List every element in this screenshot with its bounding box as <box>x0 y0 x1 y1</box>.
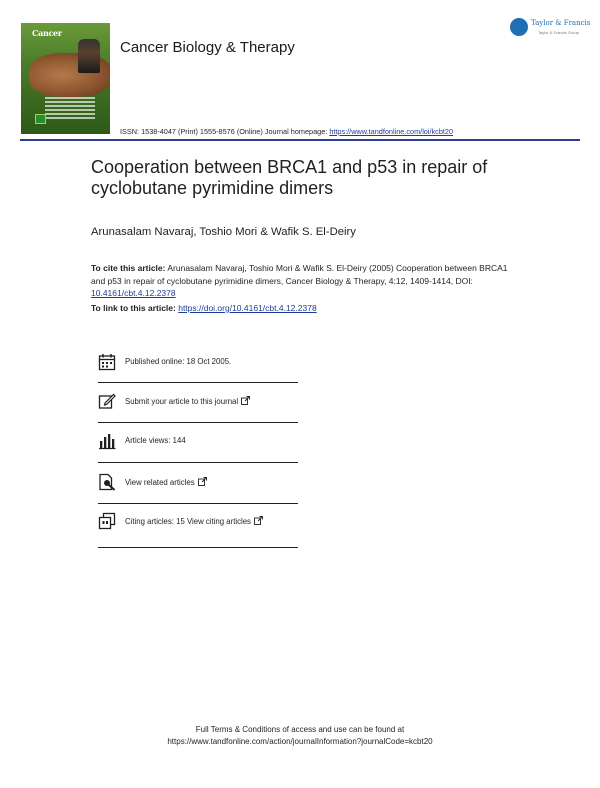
article-title: Cooperation between BRCA1 and p53 in repair of cyclobutane pyrimidine dimers <box>91 157 488 198</box>
article-views: Article views: 144 <box>125 436 186 445</box>
citation-doi-link[interactable]: 10.4161/cbt.4.12.2378 <box>91 288 176 298</box>
citations-icon <box>98 512 116 530</box>
cover-title: Cancer <box>32 28 62 38</box>
related-articles-label: View related articles <box>125 478 195 487</box>
calendar-icon <box>98 353 116 371</box>
cover-badge <box>35 114 46 124</box>
submit-article-label: Submit your article to this journal <box>125 397 239 406</box>
row-divider <box>98 547 298 548</box>
citing-articles-label: Citing articles: 15 View citing articles <box>125 517 251 526</box>
publisher-logo-text: Taylor & Francis <box>531 19 591 27</box>
footer <box>0 724 600 748</box>
row-divider <box>98 422 298 423</box>
external-link-icon <box>241 396 250 405</box>
footer-terms-link[interactable]: https://www.tandfonline.com/action/journalInformation?journalCode=kcbt20 <box>167 737 433 746</box>
external-link-icon <box>198 477 207 486</box>
bar-chart-icon <box>98 432 116 450</box>
submit-article-link[interactable] <box>125 396 250 406</box>
citing-articles-link[interactable] <box>125 516 263 526</box>
issn-text: ISSN: 1538-4047 (Print) 1555-8576 (Online) Journal homepage: <box>120 127 330 136</box>
external-link-icon <box>254 516 263 525</box>
citation-label: To cite this article: <box>91 263 166 273</box>
cover-text-lines <box>45 95 95 121</box>
article-authors: Arunasalam Navaraj, Toshio Mori & Wafik S. El-Deiry <box>91 226 356 238</box>
article-doi-link[interactable]: https://doi.org/10.4161/cbt.4.12.2378 <box>178 303 317 313</box>
publisher-logo-subtext: Taylor & Francis Group <box>538 30 579 35</box>
footer-terms-text: Full Terms & Conditions of access and use can be found at <box>195 725 405 734</box>
header-divider <box>20 139 580 141</box>
search-document-icon <box>98 473 116 491</box>
issn-line <box>120 127 453 136</box>
related-articles-link[interactable] <box>125 477 207 487</box>
published-date: Published online: 18 Oct 2005. <box>125 357 232 366</box>
journal-cover-image <box>21 23 110 134</box>
publisher-logo[interactable] <box>510 17 591 41</box>
row-divider <box>98 503 298 504</box>
citation-block <box>91 262 511 300</box>
article-link-line <box>91 303 317 313</box>
journal-homepage-link[interactable]: https://www.tandfonline.com/loi/kcbt20 <box>329 127 454 136</box>
row-divider <box>98 462 298 463</box>
publisher-logo-icon <box>510 18 528 36</box>
cover-portrait <box>78 39 100 73</box>
journal-name: Cancer Biology & Therapy <box>120 39 295 56</box>
link-label: To link to this article: <box>91 303 179 313</box>
citation-text: Arunasalam Navaraj, Toshio Mori & Wafik S. El-Deiry (2005) Cooperation between BRCA1 and p53 in repair of cyclobutane pyrimidine dimers, Cancer Biology & Therapy, 4:12, 1409-1414, DOI: <box>91 263 508 286</box>
edit-icon <box>98 392 116 410</box>
row-divider <box>98 382 298 383</box>
